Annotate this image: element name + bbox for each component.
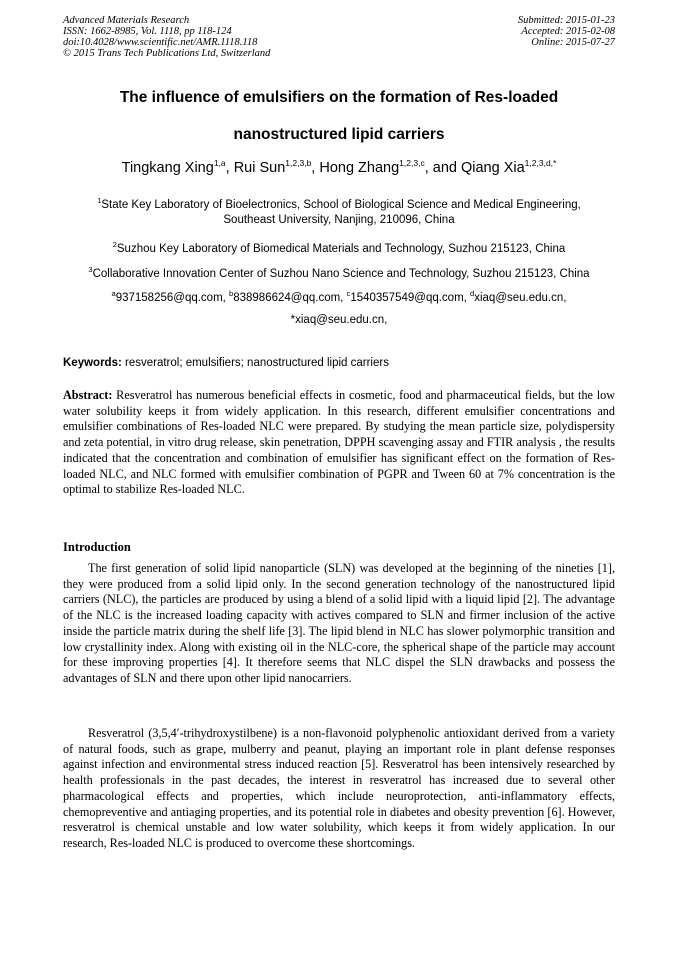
- submitted-date: Submitted: 2015-01-23: [517, 15, 615, 26]
- affiliation-1-line-2: Southeast University, Nanjing, 210096, China: [223, 214, 455, 226]
- author-separator: ,: [225, 160, 234, 176]
- affiliation-text: Suzhou Key Laboratory of Biomedical Materials and Technology, Suzhou 215123, China: [116, 243, 566, 255]
- affiliation-marker: 3: [88, 265, 93, 274]
- email-marker: b: [229, 289, 234, 298]
- author-emails: [0, 289, 678, 304]
- email-address: xiaq@seu.edu.cn,: [474, 292, 567, 304]
- affiliation-3: [0, 265, 678, 280]
- online-date: Online: 2015-07-27: [531, 37, 615, 48]
- journal-name: Advanced Materials Research: [63, 15, 190, 26]
- journal-doi: doi:10.4028/www.scientific.net/AMR.1118.118: [63, 37, 258, 48]
- affiliation-1-line-1: [0, 196, 678, 211]
- email-address: 1540357549@qq.com,: [350, 292, 471, 304]
- author-name: Rui Sun: [233, 160, 286, 176]
- keywords: [63, 357, 389, 369]
- author-superscript: 1,2,3,d,*: [524, 158, 557, 168]
- intro-paragraph-2: Resveratrol (3,5,4′-trihydroxystilbene) is a non-flavonoid polyphenolic antioxidant derived from a variety of natural foods, such as grape, mulberry and peanut, playing an important role in plant defense responses against infection and environmental stress induced reaction [5]. Resveratrol has been intensively researched by health professionals in the past decades, the interest in resveratrol has increased due to several other pharmacological effects and properties, which include neuroprotection, anti-inflammatory effects, chemopreventive and antiaging properties, and its potential role in diabetes and obesity prevention [6]. However, resveratrol is chemical unstable and low water solubility, which keeps it from widely application. In our research, Res-loaded NLC is produced to overcome these shortcomings.: [63, 726, 615, 850]
- author-superscript: 1,a: [213, 158, 226, 168]
- author-separator: , and: [424, 160, 461, 176]
- affiliation-2: [0, 240, 678, 255]
- affiliation-marker: 1: [97, 196, 102, 205]
- author-superscript: 1,2,3,b: [285, 158, 312, 168]
- affiliation-text: Collaborative Innovation Center of Suzhou Nano Science and Technology, Suzhou 215123, China: [92, 268, 590, 280]
- journal-info: [63, 15, 270, 59]
- corresponding-email: *xiaq@seu.edu.cn,: [290, 314, 388, 326]
- email-address: 937158256@qq.com,: [115, 292, 230, 304]
- email-marker: a: [111, 289, 116, 298]
- journal-issn: ISSN: 1662-8985, Vol. 1118, pp 118-124: [63, 26, 232, 37]
- paper-title-line-1: The influence of emulsifiers on the formation of Res-loaded: [119, 89, 559, 106]
- abstract-label: Abstract:: [63, 388, 113, 402]
- affiliation-marker: 2: [112, 240, 117, 249]
- email-marker: d: [470, 289, 475, 298]
- intro-paragraph-1: The first generation of solid lipid nanoparticle (SLN) was developed at the beginning of the nineties [1], they were produced from a solid lipid only. In the second generation technology of the nanostructured lipid carriers (NLC), the particles are produced by using a blend of a solid lipid with a liquid lipid [2]. The advantage of the NLC is the increased loading capacity with actives compared to SLN and firmer inclusion of the active inside the particle matrix during the shelf life [3]. The lipid blend in NLC has slower polymorphic transition and low crystallinity index. Along with existing oil in the NLC-core, the spherical shape of the particle may account for these improving properties [4]. It therefore seems that NLC dispel the SLN drawbacks and possess the advantages of SLN and there upon other lipid nanocarriers.: [63, 561, 615, 685]
- author-list: [0, 158, 678, 176]
- author-name: Tingkang Xing: [121, 160, 214, 176]
- journal-copyright: © 2015 Trans Tech Publications Ltd, Switzerland: [63, 48, 271, 59]
- keywords-text: resveratrol; emulsifiers; nanostructured lipid carriers: [121, 357, 389, 369]
- author-name: Qiang Xia: [460, 160, 525, 176]
- abstract: [63, 388, 615, 498]
- accepted-date: Accepted: 2015-02-08: [521, 26, 615, 37]
- author-superscript: 1,2,3,c: [399, 158, 425, 168]
- affiliation-text: State Key Laboratory of Bioelectronics, School of Biological Science and Medical Engineering,: [101, 199, 581, 211]
- abstract-text: Resveratrol has numerous beneficial effects in cosmetic, food and pharmaceutical fields, but the low water solubility keeps it from widely application. In this research, different emulsifier concentrations and emulsifier combinations of Res-loaded NLC were prepared. By studying the mean particle size, polydispersity and zeta potential, in vitro drug release, skin penetration, DPPH scavenging assay and FTIR analysis , the results indicated that the concentration and combination of emulsifier has significant effect on the formation of Res-loaded NLC, and NLC formed with emulsifier combination of PGPR and Tween 60 at 7% concentration is the optimal to stabilize Res-loaded NLC.: [63, 388, 615, 497]
- keywords-label: Keywords:: [63, 357, 122, 369]
- author-separator: ,: [311, 160, 320, 176]
- author-name: Hong Zhang: [319, 160, 400, 176]
- paper-title-line-2: nanostructured lipid carriers: [233, 126, 445, 143]
- email-marker: c: [346, 289, 351, 298]
- publication-dates: [518, 15, 615, 48]
- section-heading-introduction: Introduction: [63, 540, 131, 554]
- email-address: 838986624@qq.com,: [233, 292, 347, 304]
